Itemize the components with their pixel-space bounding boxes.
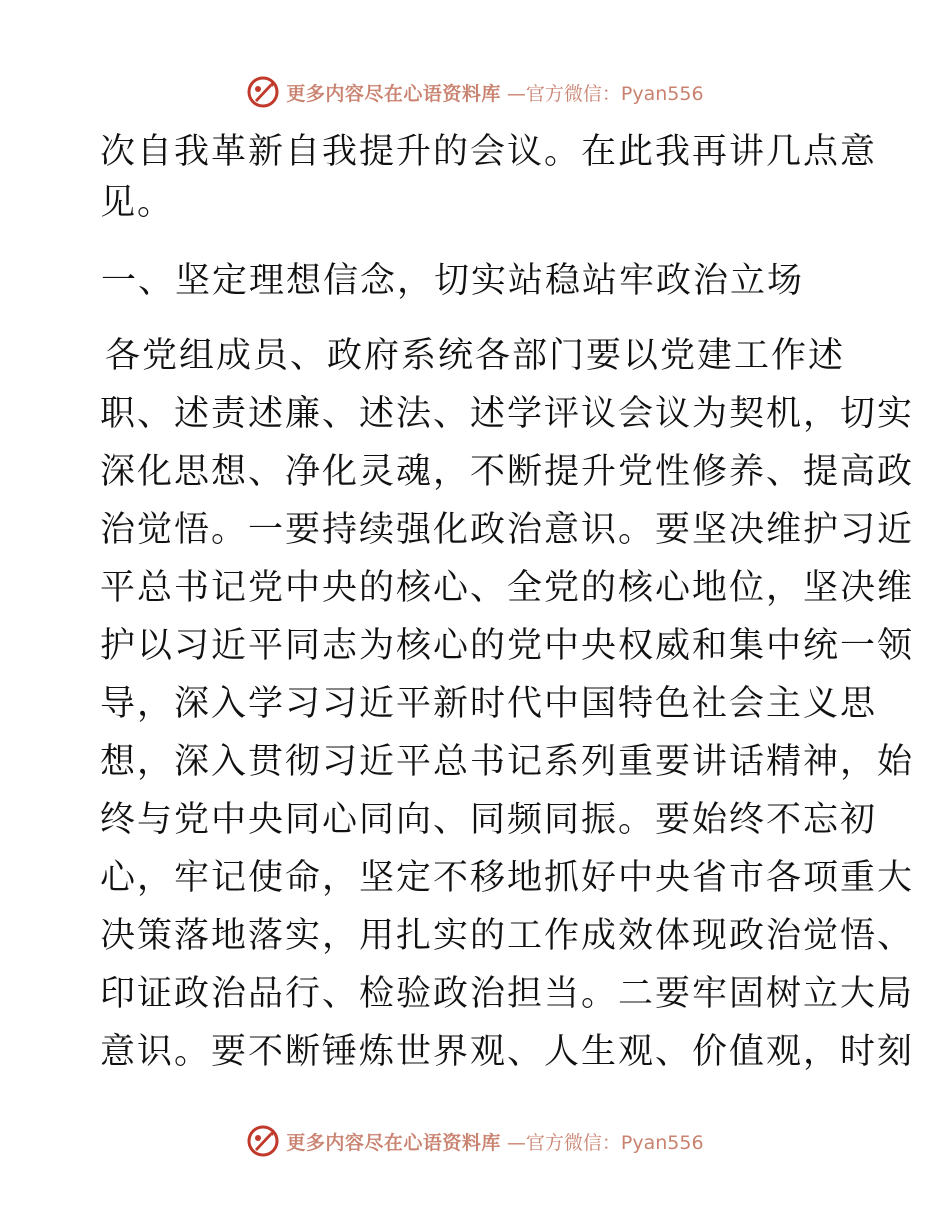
- paragraph-line: 护以习近平同志为核心的党中央权威和集中统一领: [100, 626, 915, 666]
- watermark-brand-text: 更多内容尽在心语资料库: [286, 82, 501, 105]
- paragraph-line: 导，深入学习习近平新时代中国特色社会主义思: [100, 684, 878, 724]
- quill-logo-icon: [246, 75, 280, 109]
- paragraph-line: 各党组成员、政府系统各部门要以党建工作述: [105, 336, 846, 376]
- paragraph-line: 决策落地落实，用扎实的工作成效体现政治觉悟、: [100, 916, 915, 956]
- watermark-contact-text: —官方微信：Pyan556: [506, 82, 704, 105]
- watermark-contact-text: —官方微信：Pyan556: [506, 1131, 704, 1154]
- paragraph-line: 终与党中央同心同向、同频同振。要始终不忘初: [100, 800, 878, 840]
- watermark-brand-text: 更多内容尽在心语资料库: [286, 1131, 501, 1154]
- section-heading: 一、坚定理想信念，切实站稳站牢政治立场: [101, 261, 805, 301]
- paragraph-line: 职、述责述廉、述法、述学评议会议为契机，切实: [100, 394, 915, 434]
- header-watermark: [0, 72, 950, 112]
- paragraph-line: 意识。要不断锤炼世界观、人生观、价值观，时刻: [100, 1032, 915, 1072]
- paragraph-line: 心，牢记使命，坚定不移地抓好中央省市各项重大: [100, 858, 915, 898]
- paragraph-line: 深化思想、净化灵魂，不断提升党性修养、提高政: [100, 452, 915, 492]
- footer-watermark: [0, 1121, 950, 1161]
- quill-logo-icon: [246, 1124, 280, 1158]
- paragraph-line: 想，深入贯彻习近平总书记系列重要讲话精神，始: [100, 742, 915, 782]
- paragraph-line: 治觉悟。一要持续强化政治意识。要坚决维护习近: [100, 510, 915, 550]
- paragraph-line: 平总书记党中央的核心、全党的核心地位，坚决维: [100, 568, 915, 608]
- intro-line: 次自我革新自我提升的会议。在此我再讲几点意: [100, 132, 878, 172]
- paragraph-line: 印证政治品行、检验政治担当。二要牢固树立大局: [100, 974, 915, 1014]
- intro-line: 见。: [100, 183, 175, 223]
